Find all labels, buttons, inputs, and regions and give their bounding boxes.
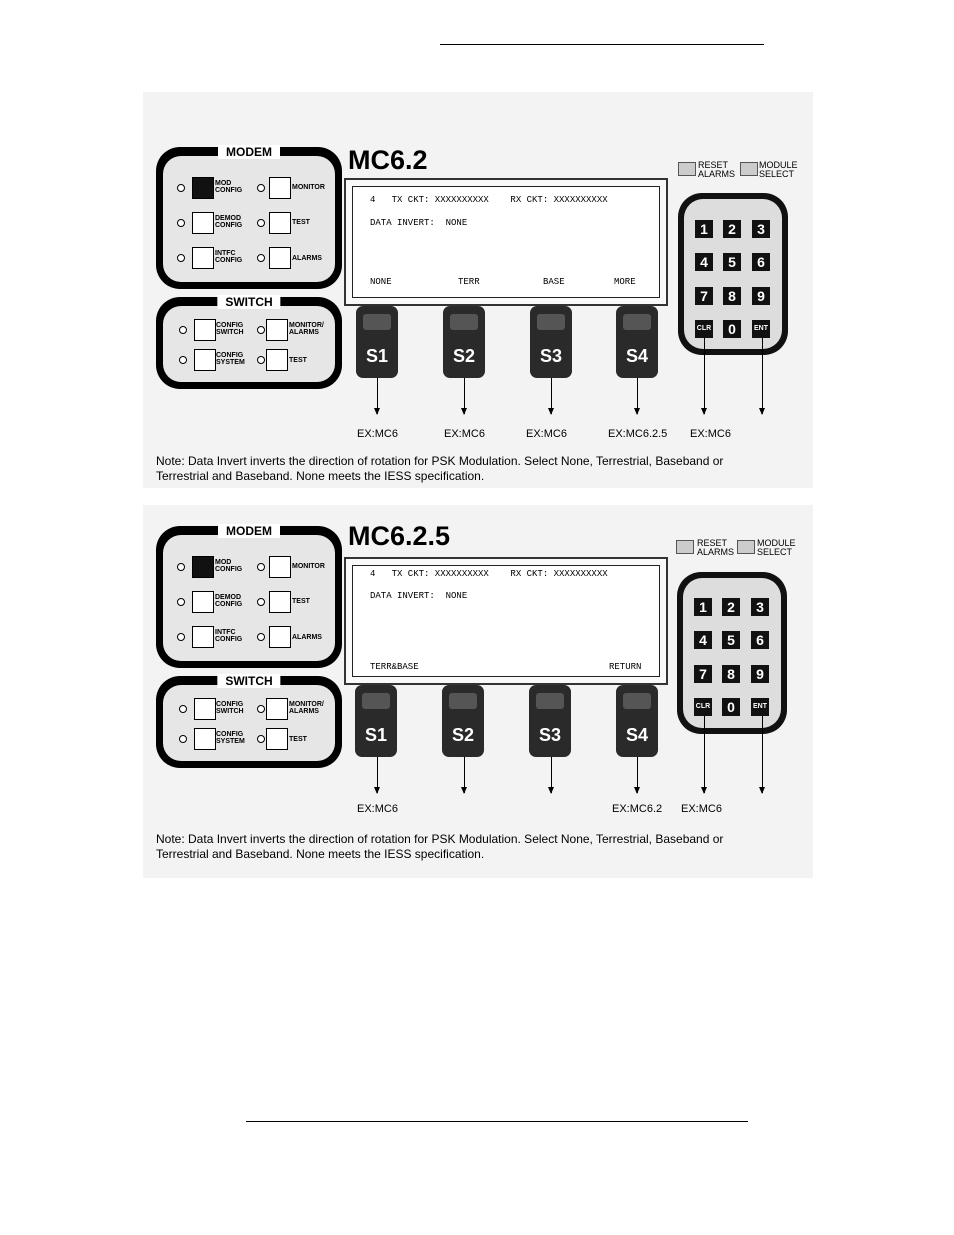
switch-panel-title: SWITCH (217, 674, 280, 688)
key-9[interactable]: 9 (752, 287, 770, 305)
test-key[interactable] (269, 591, 291, 613)
lcd-softkey-2: TERR (458, 277, 480, 287)
alarms-key[interactable] (269, 247, 291, 269)
config-system-label: CONFIG SYSTEM (216, 352, 245, 366)
config-switch-led (179, 705, 187, 713)
reset-alarms-label: RESET ALARMS (698, 160, 736, 179)
note-text: Note: Data Invert inverts the direction of rotation for PSK Modulation. Select None, Terrestrial, Baseband or Terrestrial and Baseband. None meets the IESS specification. (156, 454, 724, 483)
demod-config-label: DEMOD CONFIG (215, 215, 243, 229)
softkey-s4[interactable] (616, 306, 658, 378)
demod-config-key[interactable] (192, 591, 214, 613)
config-system-led (179, 735, 187, 743)
arrow-s2 (464, 757, 465, 793)
config-switch-key[interactable] (194, 698, 216, 720)
test-key[interactable] (269, 212, 291, 234)
arrow-clr (704, 338, 705, 414)
mod-config-label: MOD CONFIG (215, 180, 243, 194)
key-3[interactable]: 3 (752, 220, 770, 238)
monitor-alarms-key[interactable] (266, 319, 288, 341)
monitor-alarms-label: MONITOR/ ALARMS (289, 322, 324, 336)
alarms-led (257, 254, 265, 262)
key-1[interactable]: 1 (694, 598, 712, 616)
reset-alarms-button[interactable] (676, 540, 694, 554)
switch-panel (156, 297, 342, 389)
demod-config-led (177, 598, 185, 606)
test-label: TEST (292, 598, 310, 605)
menu-title: MC6.2.5 (348, 521, 451, 551)
arrow-ent (762, 716, 763, 793)
monitor-label: MONITOR (292, 184, 325, 191)
mod-config-label: MOD CONFIG (215, 559, 243, 573)
demod-config-key[interactable] (192, 212, 214, 234)
key-clr[interactable]: CLR (694, 698, 712, 716)
softkey-s3-label: S3 (539, 346, 563, 366)
module-select-button[interactable] (740, 162, 758, 176)
key-8[interactable]: 8 (722, 665, 740, 683)
key-ent[interactable]: ENT (752, 320, 770, 338)
switch-test-led (257, 735, 265, 743)
monitor-label: MONITOR (292, 563, 325, 570)
key-7[interactable]: 7 (694, 665, 712, 683)
note-text: Note: Data Invert inverts the direction of rotation for PSK Modulation. Select None, Terrestrial, Baseband or Terrestrial and Baseband. None meets the IESS specification. (156, 832, 724, 861)
lcd-softkey-4: RETURN (609, 662, 642, 672)
softkey-s3-label: S3 (538, 725, 562, 745)
lcd-line-1: 4 TX CKT: XXXXXXXXXX RX CKT: XXXXXXXXXX (370, 569, 608, 579)
arrow-s3 (551, 378, 552, 414)
arrow-s4 (637, 757, 638, 793)
key-8[interactable]: 8 (723, 287, 741, 305)
alarms-led (257, 633, 265, 641)
monitor-alarms-key[interactable] (266, 698, 288, 720)
softkey-s2-label: S2 (451, 725, 475, 745)
config-system-key[interactable] (194, 349, 216, 371)
alarms-label: ALARMS (292, 255, 322, 262)
monitor-alarms-led (257, 326, 265, 334)
menu-title: MC6.2 (348, 145, 428, 175)
modem-panel-title: MODEM (218, 524, 280, 538)
mod-config-key[interactable] (192, 556, 214, 578)
intfc-config-label: INTFC CONFIG (215, 250, 243, 264)
switch-test-led (257, 356, 265, 364)
monitor-alarms-led (257, 705, 265, 713)
reset-alarms-button[interactable] (678, 162, 696, 176)
key-4[interactable]: 4 (695, 253, 713, 271)
alarms-key[interactable] (269, 626, 291, 648)
intfc-config-label: INTFC CONFIG (215, 629, 243, 643)
switch-test-key[interactable] (266, 349, 288, 371)
softkey-s3[interactable] (529, 685, 571, 757)
monitor-led (257, 563, 265, 571)
softkey-s3[interactable] (530, 306, 572, 378)
target-s1: EX:MC6 (357, 428, 398, 440)
switch-test-key[interactable] (266, 728, 288, 750)
arrow-s3 (551, 757, 552, 793)
alarms-label: ALARMS (292, 634, 322, 641)
softkey-s1[interactable] (355, 685, 397, 757)
softkey-s2[interactable] (443, 306, 485, 378)
arrow-s2 (464, 378, 465, 414)
lcd-softkey-4: MORE (614, 277, 636, 287)
monitor-key[interactable] (269, 556, 291, 578)
demod-config-led (177, 219, 185, 227)
modem-panel (156, 147, 342, 289)
switch-test-label: TEST (289, 357, 307, 364)
lcd-line-2: DATA INVERT: NONE (370, 218, 468, 228)
test-led (257, 598, 265, 606)
lcd-softkey-1: NONE (370, 277, 392, 287)
intfc-config-led (177, 254, 185, 262)
arrow-clr (704, 716, 705, 793)
arrow-ent (762, 338, 763, 414)
key-6[interactable]: 6 (752, 253, 770, 271)
lcd-softkey-3: BASE (543, 277, 565, 287)
lcd-line-2: DATA INVERT: NONE (370, 591, 468, 601)
arrow-s1 (377, 757, 378, 793)
softkey-s4[interactable] (616, 685, 658, 757)
demod-config-label: DEMOD CONFIG (215, 594, 243, 608)
modem-panel-title: MODEM (218, 145, 280, 159)
target-s4: EX:MC6.2 (612, 803, 663, 815)
test-led (257, 219, 265, 227)
softkey-s1-label: S1 (365, 346, 389, 366)
key-5[interactable]: 5 (722, 631, 740, 649)
lcd-softkey-1: TERR&BASE (370, 662, 419, 672)
key-0[interactable]: 0 (722, 698, 740, 716)
mod-config-led (177, 563, 185, 571)
config-system-led (179, 356, 187, 364)
mod-config-led (177, 184, 185, 192)
softkey-s1[interactable] (356, 306, 398, 378)
key-7[interactable]: 7 (695, 287, 713, 305)
module-select-label: MODULE SELECT (757, 538, 796, 557)
key-1[interactable]: 1 (695, 220, 713, 238)
arrow-s4 (637, 378, 638, 414)
mod-config-key[interactable] (192, 177, 214, 199)
config-switch-key[interactable] (194, 319, 216, 341)
config-system-key[interactable] (194, 728, 216, 750)
target-clr: EX:MC6 (690, 428, 731, 440)
key-ent[interactable]: ENT (751, 698, 769, 716)
module-select-label: MODULE SELECT (759, 160, 798, 179)
softkey-s1-label: S1 (364, 725, 388, 745)
arrow-s1 (377, 378, 378, 414)
modem-panel (156, 526, 342, 668)
config-switch-led (179, 326, 187, 334)
target-s4: EX:MC6.2.5 (608, 428, 668, 440)
key-5[interactable]: 5 (723, 253, 741, 271)
lcd-line-1: 4 TX CKT: XXXXXXXXXX RX CKT: XXXXXXXXXX (370, 195, 608, 205)
key-9[interactable]: 9 (751, 665, 769, 683)
intfc-config-key[interactable] (192, 626, 214, 648)
softkey-s4-label: S4 (625, 725, 649, 745)
key-clr[interactable]: CLR (695, 320, 713, 338)
test-label: TEST (292, 219, 310, 226)
target-s1: EX:MC6 (357, 803, 398, 815)
monitor-key[interactable] (269, 177, 291, 199)
monitor-led (257, 184, 265, 192)
switch-panel (156, 676, 342, 768)
target-s2: EX:MC6 (444, 428, 485, 440)
intfc-config-led (177, 633, 185, 641)
softkey-s4-label: S4 (625, 346, 649, 366)
key-2[interactable]: 2 (723, 220, 741, 238)
softkey-s2-label: S2 (452, 346, 476, 366)
key-3[interactable]: 3 (751, 598, 769, 616)
footer-rule (246, 1121, 748, 1122)
header-rule (440, 44, 764, 45)
switch-panel-title: SWITCH (217, 295, 280, 309)
target-s3: EX:MC6 (526, 428, 567, 440)
key-0[interactable]: 0 (723, 320, 741, 338)
key-6[interactable]: 6 (751, 631, 769, 649)
intfc-config-key[interactable] (192, 247, 214, 269)
module-select-button[interactable] (737, 540, 755, 554)
target-clr: EX:MC6 (681, 803, 722, 815)
config-switch-label: CONFIG SWITCH (216, 322, 244, 336)
config-switch-label: CONFIG SWITCH (216, 701, 244, 715)
softkey-s2[interactable] (442, 685, 484, 757)
key-2[interactable]: 2 (722, 598, 740, 616)
monitor-alarms-label: MONITOR/ ALARMS (289, 701, 324, 715)
config-system-label: CONFIG SYSTEM (216, 731, 245, 745)
reset-alarms-label: RESET ALARMS (697, 538, 735, 557)
key-4[interactable]: 4 (694, 631, 712, 649)
switch-test-label: TEST (289, 736, 307, 743)
